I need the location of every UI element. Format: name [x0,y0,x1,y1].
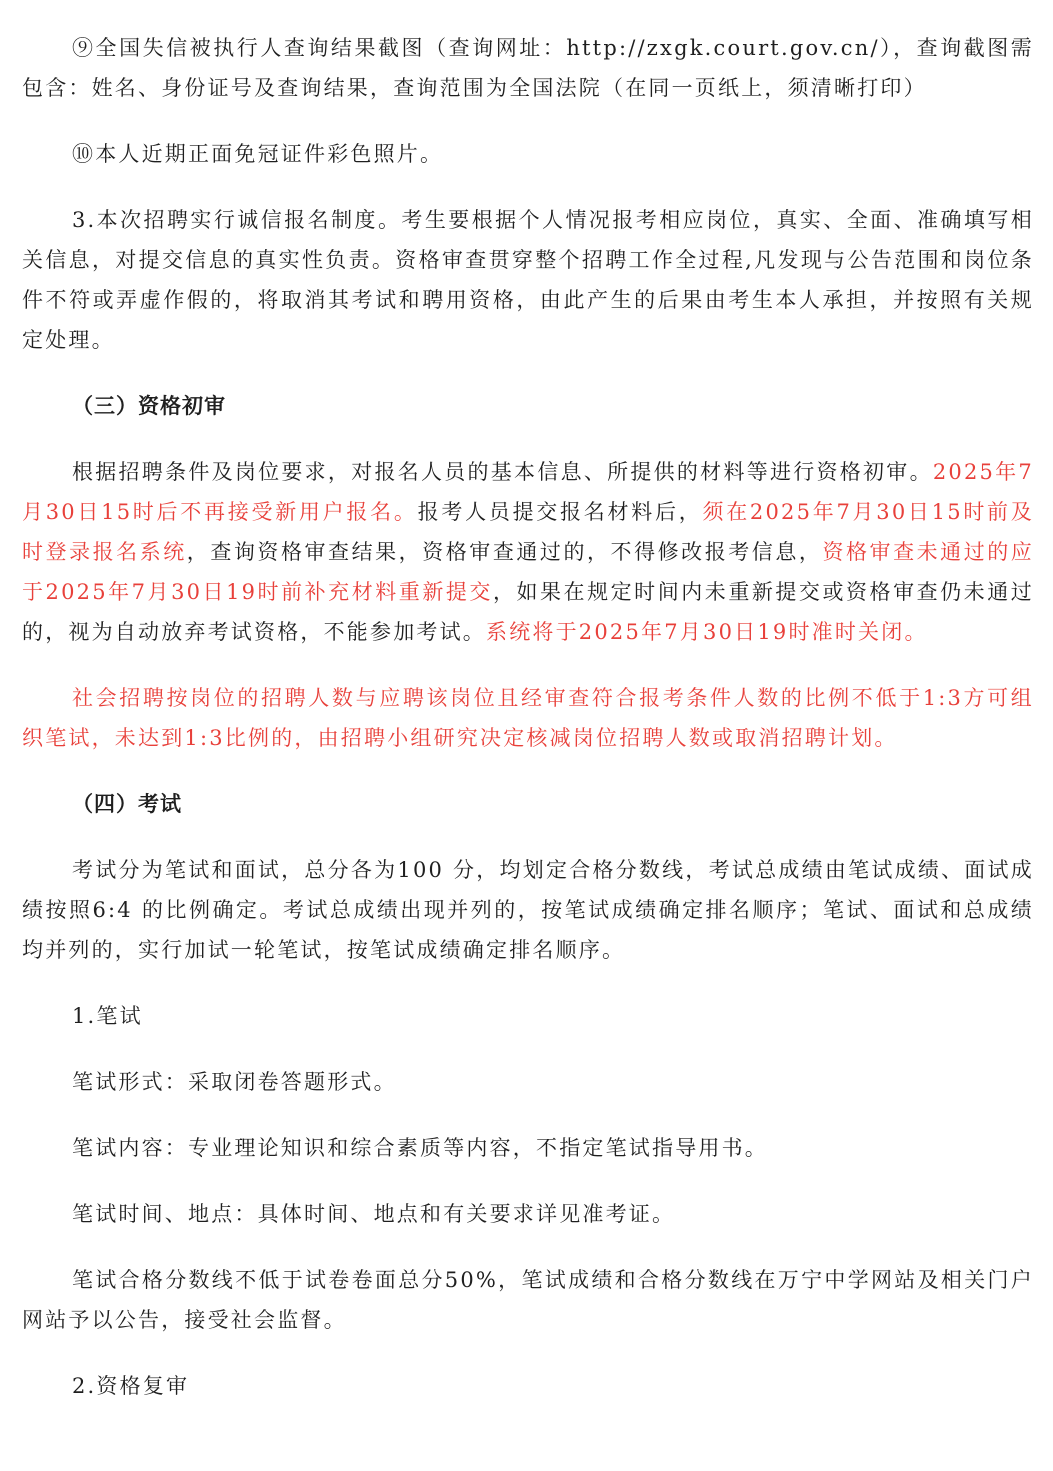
deadline-notice-registration: 2025年7月30日15时后不再接受新用户报名。 [22,460,1034,524]
subheading-qualification-recheck: 2.资格复审 [72,1374,190,1398]
paragraph-preliminary-review [22,452,1034,652]
section-heading-exam: （四）考试 [72,792,182,816]
paragraph-exam-passline: 笔试合格分数线不低于试卷卷面总分50%，笔试成绩和合格分数线在万宁中学网站及相关门户网站予以公告，接受社会监督。 [22,1268,1034,1332]
paragraph-item-10: ⑩本人近期正面免冠证件彩色照片。 [72,142,444,166]
paragraph-exam-form: 笔试形式：采取闭卷答题形式。 [72,1070,397,1094]
review-text-2: 报考人员提交报名材料后， [417,500,703,524]
paragraph-exam-content: 笔试内容：专业理论知识和综合素质等内容，不指定笔试指导用书。 [72,1136,768,1160]
paragraph-integrity-registration: 3.本次招聘实行诚信报名制度。考生要根据个人情况报考相应岗位，真实、全面、准确填写相关信息，对提交信息的真实性负责。资格审查贯穿整个招聘工作全过程,凡发现与公告范围和岗位条件不符或弄虚作假的，将取消其考试和聘用资格，由此产生的后果由考生本人承担，并按照有关规定处理。 [22,208,1034,352]
deadline-notice-resubmit: 资格审查未通过的应于2025年7月30日19时前补充材料重新提交 [22,540,1034,604]
paragraph-exam-intro: 考试分为笔试和面试，总分各为100 分，均划定合格分数线，考试总成绩由笔试成绩、面试成绩按照6:4 的比例确定。考试总成绩出现并列的，按笔试成绩确定排名顺序；笔试、面试和总成绩均并列的，实行加试一轮笔试，按笔试成绩确定排名顺序。 [22,858,1034,962]
subheading-written-exam: 1.笔试 [72,1004,143,1028]
deadline-notice-login: 须在2025年7月30日15时前及时登录报名系统 [22,500,1034,564]
review-text-1: 根据招聘条件及岗位要求，对报名人员的基本信息、所提供的材料等进行资格初审。 [72,460,933,484]
paragraph-exam-time-place: 笔试时间、地点：具体时间、地点和有关要求详见准考证。 [72,1202,676,1226]
section-heading-preliminary-review: （三）资格初审 [72,394,226,418]
paragraph-ratio-notice: 社会招聘按岗位的招聘人数与应聘该岗位且经审查符合报考条件人数的比例不低于1:3方可组织笔试，未达到1:3比例的，由招聘小组研究决定核减岗位招聘人数或取消招聘计划。 [22,686,1034,750]
paragraph-item-9: ⑨全国失信被执行人查询结果截图（查询网址：http://zxgk.court.gov.cn/），查询截图需包含：姓名、身份证号及查询结果，查询范围为全国法院（在同一页纸上，须清晰打印） [22,36,1034,100]
deadline-notice-system-close: 系统将于2025年7月30日19时准时关闭。 [486,620,928,644]
review-text-3: ，查询资格审查结果，资格审查通过的，不得修改报考信息， [186,540,823,564]
review-text-4: ，如果在规定时间内未重新提交或资格审查仍未通过的，视为自动放弃考试资格，不能参加考试。 [22,580,1034,644]
document-page [22,28,1034,1406]
